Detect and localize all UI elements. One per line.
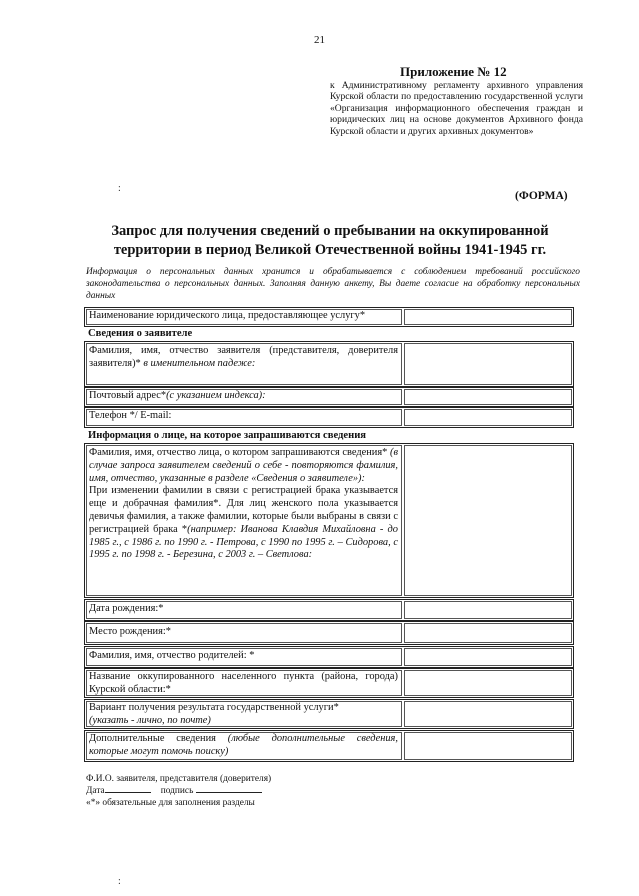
applicant-section-heading: Сведения о заявителе	[88, 328, 193, 339]
person-name-hint: (в случае запроса заявителем сведений о себе - повторяются фамилия, имя, отчество, указанные в разделе «Сведения о заявителе»):	[89, 447, 398, 484]
signature-name-label: Ф.И.О. заявителя, представителя (доверителя)	[86, 774, 272, 784]
margin-mark-bottom: :	[118, 876, 121, 887]
form-label: (ФОРМА)	[515, 190, 568, 202]
additional-text: Дополнительные сведения	[89, 733, 216, 744]
applicant-name-hint: в именительном падеже:	[143, 357, 256, 369]
person-section-heading: Информация о лице, на которое запрашиваются сведения	[88, 430, 367, 441]
additional-field[interactable]	[404, 732, 572, 760]
title-line-2: территории в период Великой Отечественной войны 1941-1945 гг.	[113, 242, 547, 258]
applicant-name-label	[89, 345, 398, 371]
occupied-place-field[interactable]	[404, 670, 572, 696]
consent-note: Информация о персональных данных хранится и обрабатывается с соблюдением требований российского законодательства о персональных данных. Заполняя данную анкету, Вы даете согласие на обработку персональных данных	[86, 267, 580, 301]
margin-mark: :	[118, 183, 121, 194]
postal-address-text: Почтовый адрес*	[89, 390, 167, 401]
result-variant-field[interactable]	[404, 701, 572, 727]
result-variant-hint: (указать - лично, по почте)	[89, 714, 211, 726]
person-name-text: Фамилия, имя, отчество лица, о котором запрашиваются сведения*	[89, 447, 388, 458]
additional-hint: (любые дополнительные сведения, которые могут помочь поиску)	[89, 733, 398, 757]
result-variant-label	[89, 702, 398, 728]
signature-date-line	[86, 786, 262, 796]
document-title	[80, 222, 580, 260]
additional-label	[89, 733, 398, 759]
postal-address-field[interactable]	[404, 389, 572, 405]
title-line-1: Запрос для получения сведений о пребывании на оккупированной	[111, 223, 549, 239]
person-name-label	[89, 447, 398, 562]
person-name-field[interactable]	[404, 445, 572, 596]
phone-field[interactable]	[404, 409, 572, 426]
date-field[interactable]	[105, 792, 151, 793]
legal-entity-label: Наименование юридического лица, предоставляющее услугу*	[89, 310, 366, 321]
applicant-name-text: Фамилия, имя, отчество заявителя (представителя, доверителя заявителя)*	[89, 345, 398, 369]
postal-address-hint: (с указанием индекса):	[166, 390, 266, 401]
occupied-place-label: Название оккупированного населенного пункта (района, города) Курской области:*	[89, 671, 398, 695]
postal-address-label	[89, 390, 398, 403]
appendix-title: Приложение № 12	[400, 64, 507, 79]
date-label: Дата	[86, 786, 105, 796]
page-number: 21	[314, 34, 325, 46]
phone-label: Телефон */ E-mail:	[89, 410, 172, 421]
birth-place-field[interactable]	[404, 623, 572, 643]
applicant-name-field[interactable]	[404, 343, 572, 385]
parents-field[interactable]	[404, 648, 572, 666]
sign-label: подпись	[160, 786, 194, 796]
parents-label: Фамилия, имя, отчество родителей: *	[89, 650, 255, 661]
sign-field[interactable]	[196, 792, 262, 793]
birth-date-field[interactable]	[404, 601, 572, 619]
birth-place-label: Место рождения:*	[89, 626, 171, 637]
birth-date-label: Дата рождения:*	[89, 603, 164, 614]
appendix-text: к Административному регламенту архивного управления Курской области по предоставлению государственной услуги «Организация информационного обеспечения граждан и юридических лиц на основе документов Архивного фонда Курской области и других архивных документов»	[330, 80, 583, 137]
maiden-name-hint: (например: Иванова Клавдия Михайловна - до 1985 г., с 1986 г. по 1990 г. - Петрова, с 1990 по 1995 г. – Сидорова, с 1995 г. по 1998 г. - Березина, с 2003 г. – Светлова:	[89, 523, 398, 561]
required-note: «*» обязательные для заполнения разделы	[86, 798, 255, 808]
result-variant-text: Вариант получения результата государственной услуги*	[89, 702, 339, 713]
maiden-name-text: При изменении фамилии в связи с регистрацией брака указывается еще и добрачная фамилия*. Для лиц женского пола указывается девичья фамилия, а также фамилии, которые были выбраны в связи с регистрацией брака *	[89, 485, 398, 535]
legal-entity-field[interactable]	[404, 309, 572, 325]
